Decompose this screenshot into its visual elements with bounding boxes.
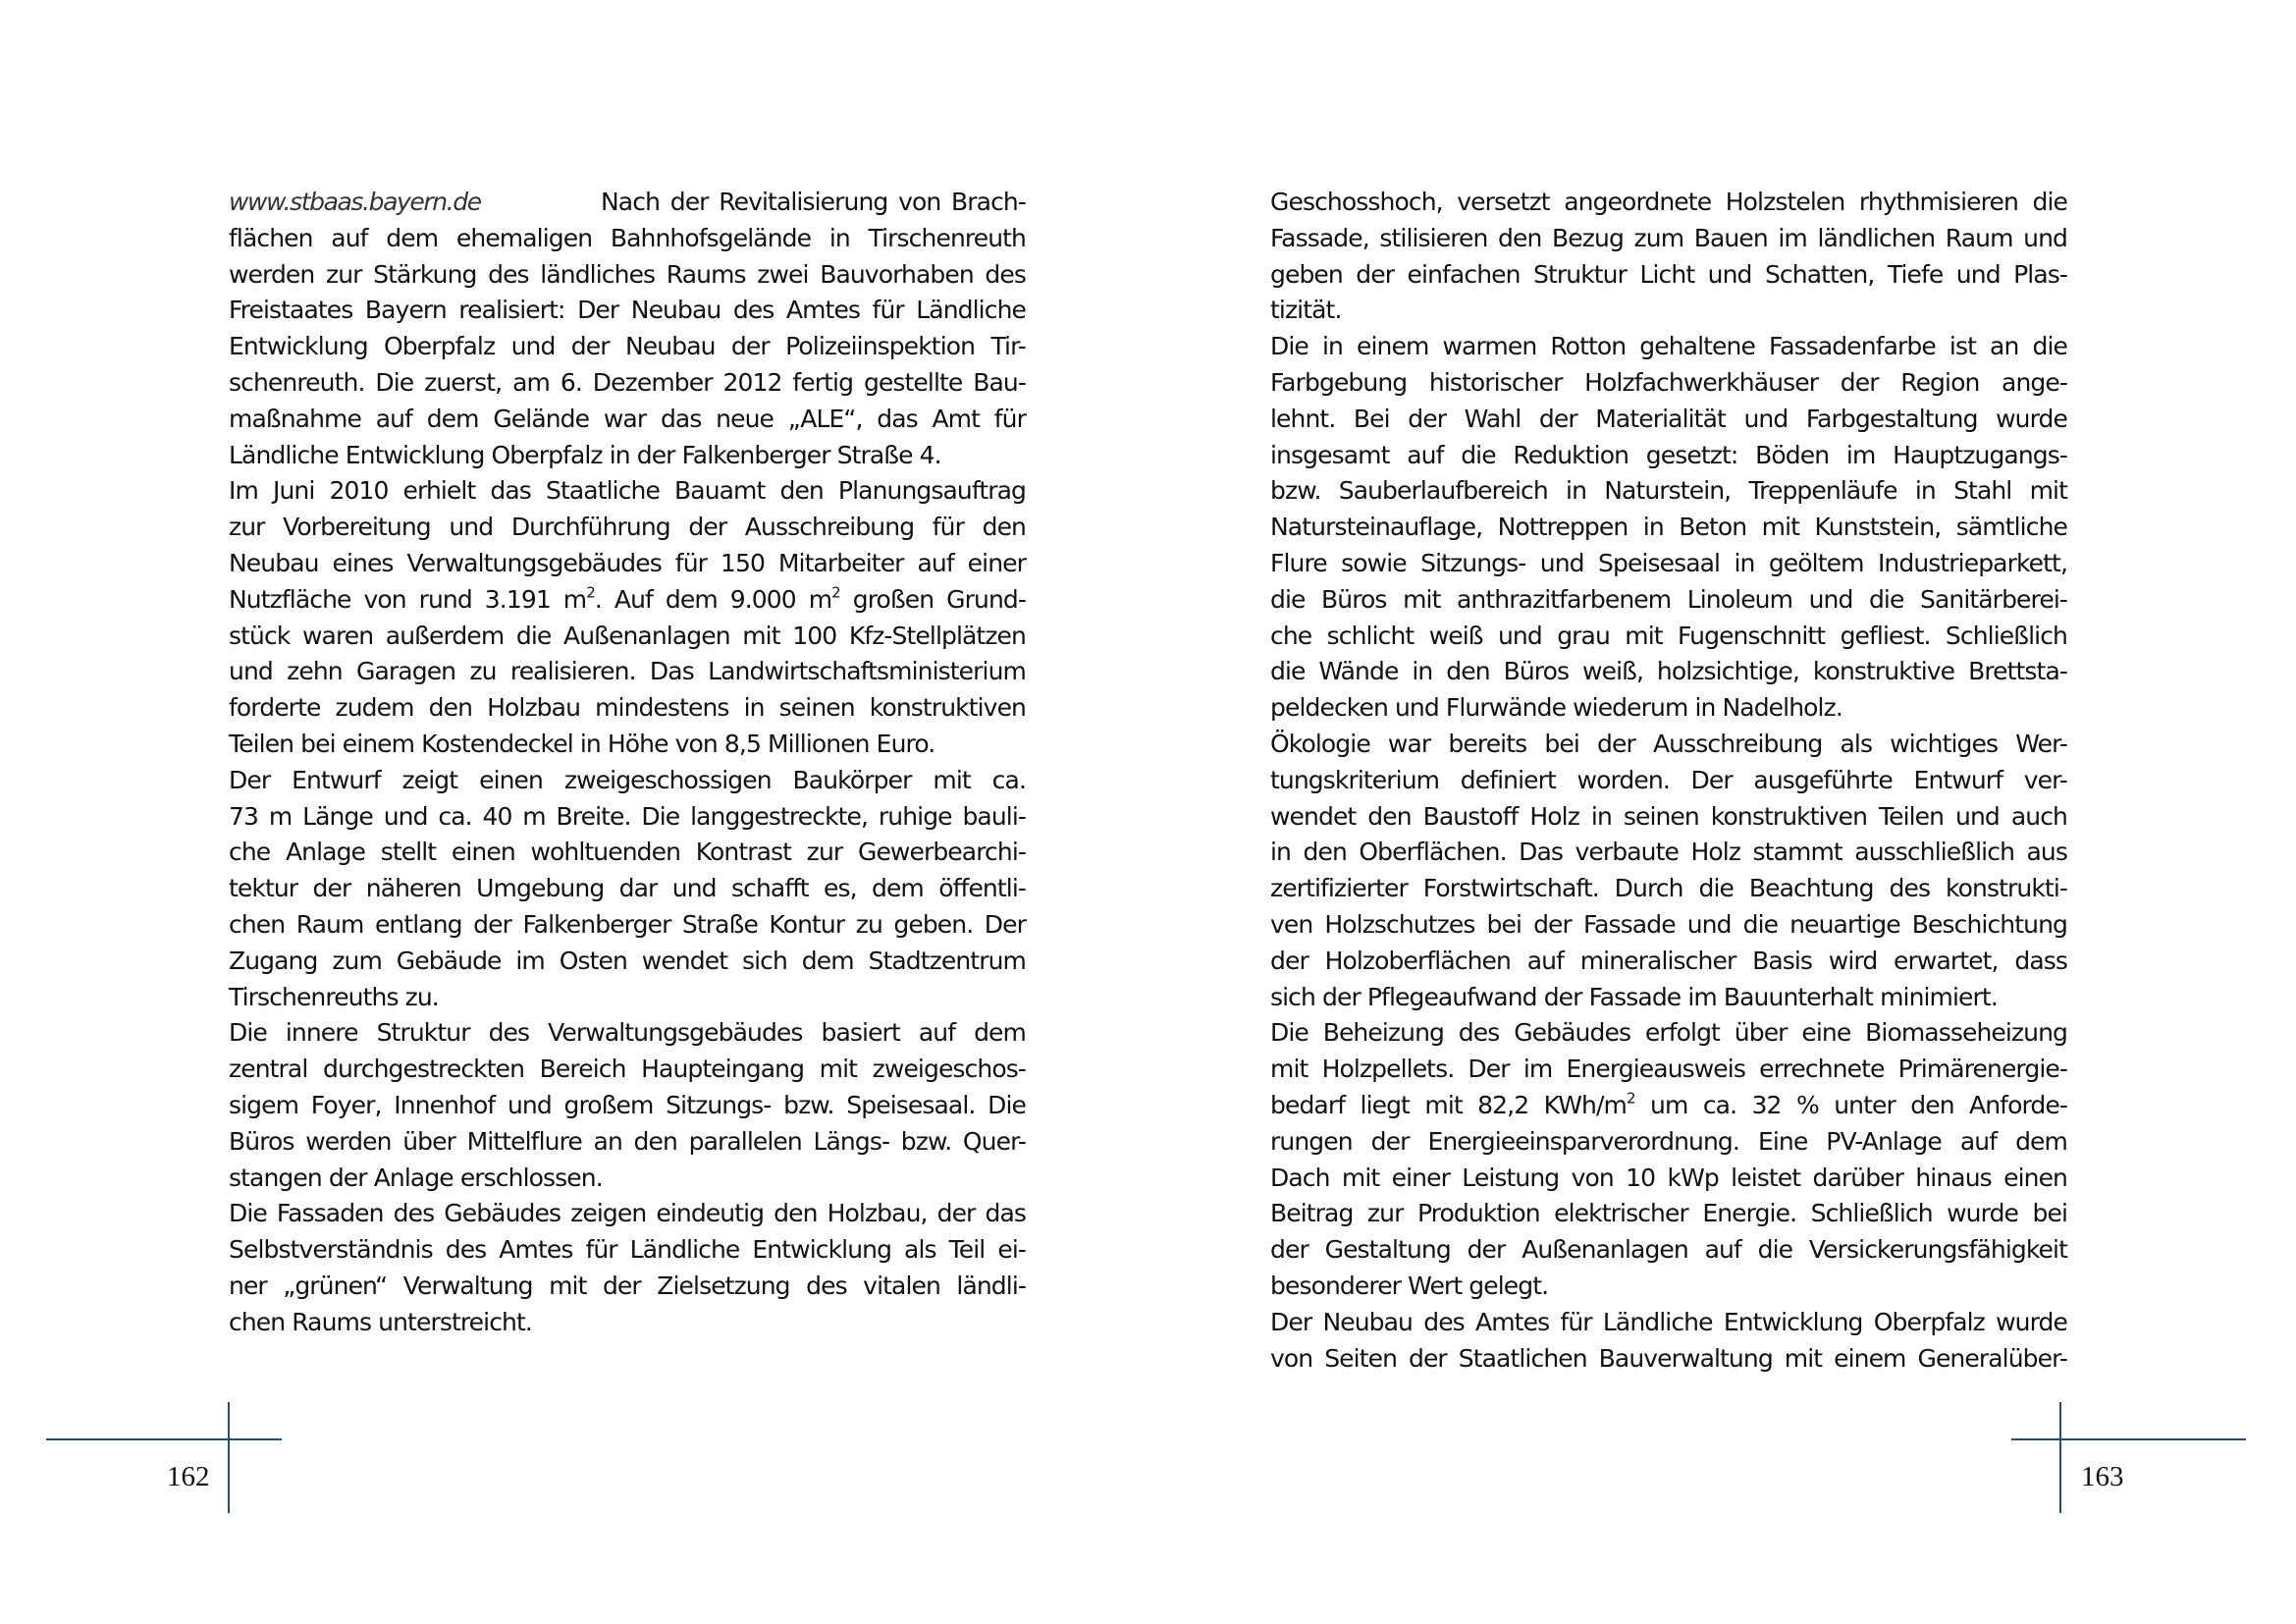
text-line: sich der Pflegeaufwand der Fassade im Bauunterhalt minimiert.: [1270, 982, 1998, 1011]
text-line: die Büros mit anthrazitfarbenem Linoleum und die Sanitärberei-: [1270, 584, 2067, 614]
text-line: Dach mit einer Leistung von 10 kWp leistet darüber hinaus einen: [1270, 1163, 2067, 1192]
text-line: rungen der Energieeinsparverordnung. Eine PV-Anlage auf dem: [1270, 1126, 2067, 1156]
text-line: flächen auf dem ehemaligen Bahnhofsgelände in Tirschenreuth: [229, 223, 1026, 252]
text-line: Beitrag zur Produktion elektrischer Energie. Schließlich wurde bei: [1270, 1199, 2067, 1228]
right-page-text-column: [1270, 185, 2067, 1377]
text-line: Natursteinauflage, Nottreppen in Beton mit Kunststein, sämtliche: [1270, 513, 2067, 542]
text-line: peldecken und Flurwände wiederum in Nadelholz.: [1270, 693, 1842, 723]
text-line: Freistaates Bayern realisiert: Der Neubau des Amtes für Ländliche: [229, 296, 1026, 325]
left-page-marker-vertical-line: [228, 1402, 230, 1513]
text-line: ner „grünen“ Verwaltung mit der Zielsetzung des vitalen ländli-: [229, 1271, 1026, 1300]
right-page-marker-horizontal-line: [2011, 1438, 2246, 1440]
left-first-line: [229, 185, 1026, 221]
text-line: lehnt. Bei der Wahl der Materialität und Farbgestaltung wurde: [1270, 404, 2067, 433]
text-line: bedarf liegt mit 82,2 KWh/$m^2$ um ca. 32 % unter den Anforde-: [1270, 1089, 2067, 1119]
text-line: ven Holzschutzes bei der Fassade und die neuartige Beschichtung: [1270, 909, 2067, 939]
text-line: Die Beheizung des Gebäudes erfolgt über eine Biomasseheizung: [1270, 1018, 2067, 1048]
text-line: Entwicklung Oberpfalz und der Neubau der Polizeiinspektion Tir-: [229, 332, 1026, 361]
text-line: Fassade, stilisieren den Bezug zum Bauen im ländlichen Raum und: [1270, 223, 2067, 252]
left-page-number: 162: [167, 1461, 210, 1492]
text-line: der Gestaltung der Außenanlagen auf die Versickerungsfähigkeit: [1270, 1235, 2067, 1265]
text-line: che Anlage stellt einen wohltuenden Kontrast zur Gewerbearchi-: [229, 838, 1026, 867]
sidebar-url-link[interactable]: www.stbaas.bayern.de: [229, 188, 481, 216]
left-first-line-text: Nach der Revitalisierung von Brach-: [601, 188, 1026, 216]
text-line: der Holzoberflächen auf mineralischer Basis wird erwartet, dass: [1270, 946, 2067, 975]
text-line: Büros werden über Mittelflure an den parallelen Längs- bzw. Quer-: [229, 1126, 1026, 1156]
text-line: wendet den Baustoff Holz in seinen konstruktiven Teilen und auch: [1270, 801, 2067, 831]
text-line: von Seiten der Staatlichen Bauverwaltung mit einem Generalüber-: [1270, 1343, 2067, 1373]
text-line: chen Raum entlang der Falkenberger Straße Kontur zu geben. Der: [229, 909, 1026, 939]
text-line: 73 m Länge und ca. 40 m Breite. Die langgestreckte, ruhige bauli-: [229, 801, 1026, 831]
text-line: Ländliche Entwicklung Oberpfalz in der Falkenberger Straße 4.: [229, 440, 941, 469]
text-line: schenreuth. Die zuerst, am 6. Dezember 2012 fertig gestellte Bau-: [229, 367, 1026, 397]
text-line: forderte zudem den Holzbau mindestens in seinen konstruktiven: [229, 693, 1026, 723]
text-line: bzw. Sauberlaufbereich in Naturstein, Treppenläufe in Stahl mit: [1270, 476, 2067, 506]
text-line: stangen der Anlage erschlossen.: [229, 1163, 603, 1192]
text-line: Zugang zum Gebäude im Osten wendet sich dem Stadtzentrum: [229, 946, 1026, 975]
right-body-lines: [1270, 185, 2067, 1377]
text-line: werden zur Stärkung des ländliches Raums zwei Bauvorhaben des: [229, 259, 1026, 289]
text-line: Teilen bei einem Kostendeckel in Höhe von 8,5 Millionen Euro.: [229, 729, 935, 758]
text-line: zur Vorbereitung und Durchführung der Ausschreibung für den: [229, 513, 1026, 542]
right-page-number: 163: [2081, 1461, 2124, 1492]
left-page-text-column: [229, 185, 1026, 1341]
text-line: che schlicht weiß und grau mit Fugenschnitt gefliest. Schließlich: [1270, 621, 2067, 650]
text-line: Tirschenreuths zu.: [229, 982, 439, 1011]
text-line: zertifizierter Forstwirtschaft. Durch die Beachtung des konstrukti-: [1270, 874, 2067, 903]
text-line: und zehn Garagen zu realisieren. Das Landwirtschaftsministerium: [229, 657, 1026, 686]
text-line: Farbgebung historischer Holzfachwerkhäuser der Region ange-: [1270, 367, 2067, 397]
text-line: geben der einfachen Struktur Licht und Schatten, Tiefe und Plas-: [1270, 259, 2067, 289]
text-line: zentral durchgestreckten Bereich Haupteingang mit zweigeschos-: [229, 1055, 1026, 1084]
text-line: tektur der näheren Umgebung dar und schafft es, dem öffentli-: [229, 874, 1026, 903]
text-line: Der Entwurf zeigt einen zweigeschossigen Baukörper mit ca.: [229, 765, 1026, 794]
text-line: Im Juni 2010 erhielt das Staatliche Bauamt den Planungsauftrag: [229, 476, 1026, 506]
text-line: maßnahme auf dem Gelände war das neue „ALE“, das Amt für: [229, 404, 1026, 433]
text-line: Ökologie war bereits bei der Ausschreibung als wichtiges Wer-: [1270, 729, 2067, 758]
text-line: Neubau eines Verwaltungsgebäudes für 150 Mitarbeiter auf einer: [229, 548, 1026, 577]
text-line: stück waren außerdem die Außenanlagen mit 100 Kfz-Stellplätzen: [229, 621, 1026, 650]
text-line: Die Fassaden des Gebäudes zeigen eindeutig den Holzbau, der das: [229, 1199, 1026, 1228]
left-page-marker-horizontal-line: [46, 1438, 282, 1440]
text-line: Die in einem warmen Rotton gehaltene Fassadenfarbe ist an die: [1270, 332, 2067, 361]
text-line: chen Raums unterstreicht.: [229, 1307, 532, 1336]
right-page-marker-vertical-line: [2059, 1402, 2061, 1513]
text-line: insgesamt auf die Reduktion gesetzt: Böden im Hauptzugangs-: [1270, 440, 2067, 469]
text-line: tizität.: [1270, 296, 1342, 325]
text-line: besonderer Wert gelegt.: [1270, 1271, 1549, 1300]
text-line: Selbstverständnis des Amtes für Ländliche Entwicklung als Teil ei-: [229, 1235, 1026, 1265]
left-body-lines: [229, 221, 1026, 1341]
text-line: Flure sowie Sitzungs- und Speisesaal in geöltem Industrieparkett,: [1270, 548, 2067, 577]
text-line: Geschosshoch, versetzt angeordnete Holzstelen rhythmisieren die: [1270, 188, 2067, 216]
text-line: in den Oberflächen. Das verbaute Holz stammt ausschließlich aus: [1270, 838, 2067, 867]
text-line: Der Neubau des Amtes für Ländliche Entwicklung Oberpfalz wurde: [1270, 1307, 2067, 1336]
text-line: die Wände in den Büros weiß, holzsichtige, konstruktive Brettsta-: [1270, 657, 2067, 686]
text-line: mit Holzpellets. Der im Energieausweis errechnete Primärenergie-: [1270, 1055, 2067, 1084]
text-line: sigem Foyer, Innenhof und großem Sitzungs- bzw. Speisesaal. Die: [229, 1090, 1026, 1119]
text-line: Nutzfläche von rund 3.191 $m^2$. Auf dem 9.000 $m^2$ großen Grund-: [229, 583, 1026, 614]
text-line: Die innere Struktur des Verwaltungsgebäudes basiert auf dem: [229, 1018, 1026, 1048]
text-line: tungskriterium definiert worden. Der ausgeführte Entwurf ver-: [1270, 765, 2067, 794]
